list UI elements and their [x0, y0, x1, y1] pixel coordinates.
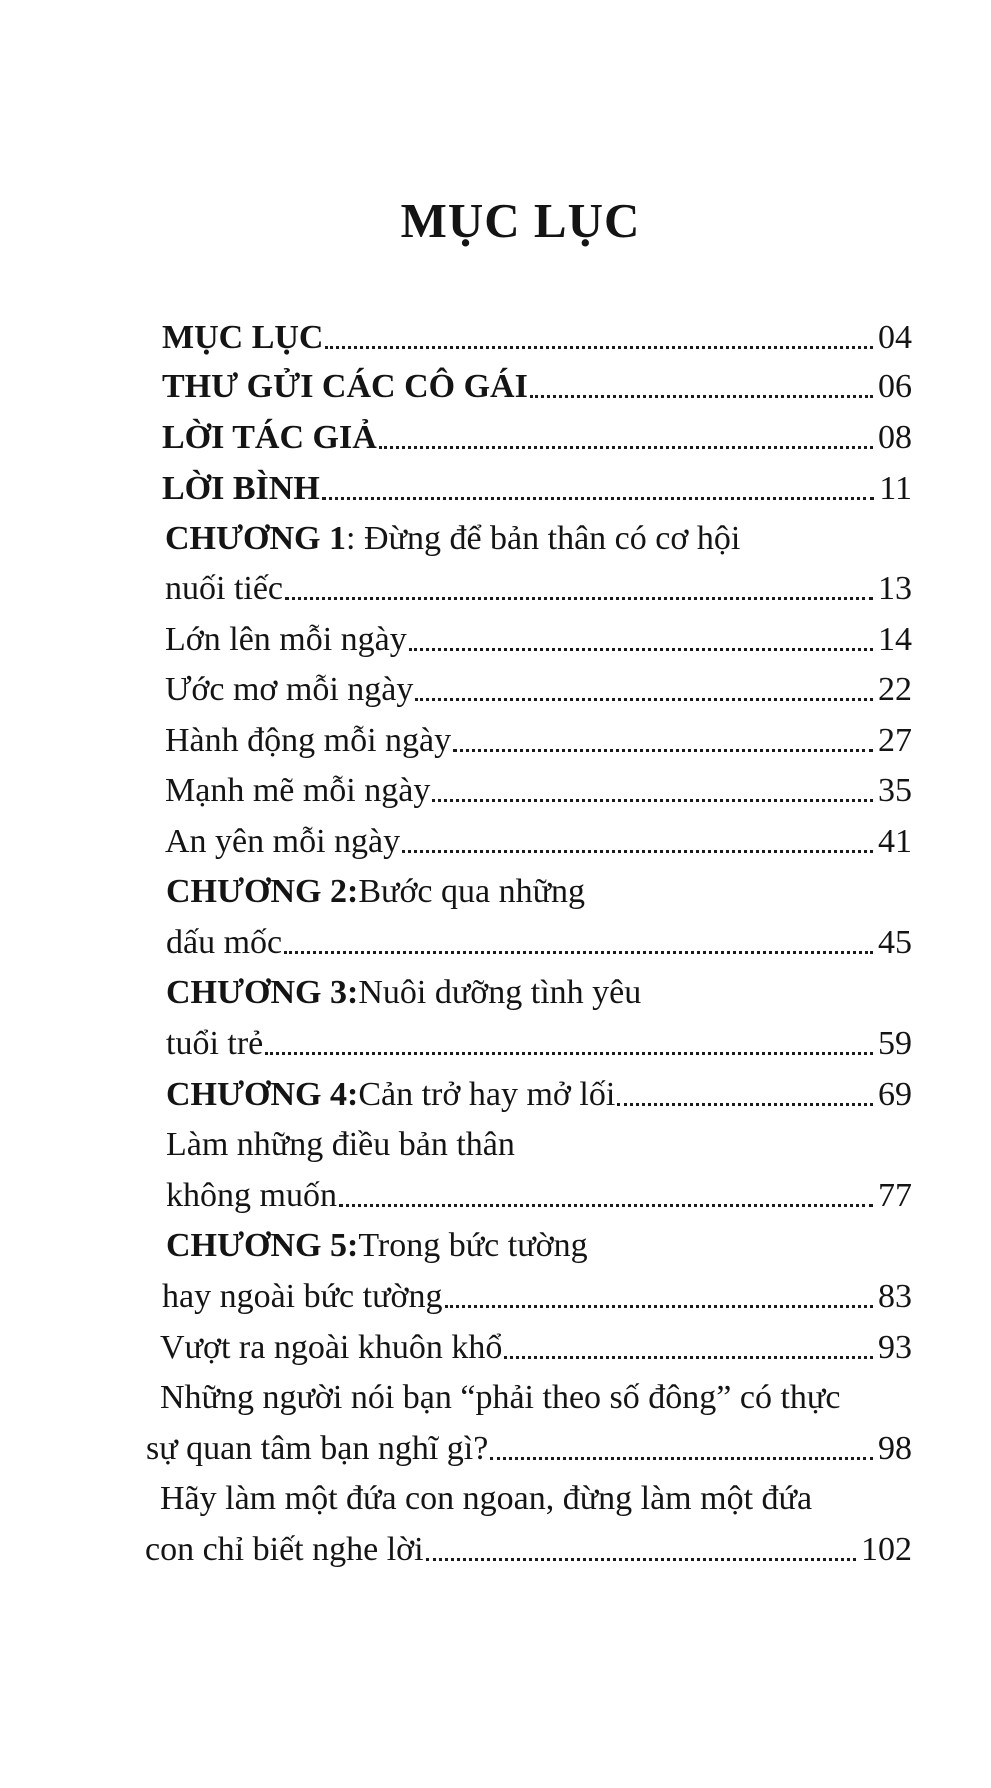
- toc-entry: [166, 1024, 912, 1064]
- toc-page-number: 08: [878, 419, 912, 456]
- toc-entry: [166, 1176, 912, 1216]
- dot-leader: [426, 1558, 856, 1561]
- toc-entry-title: Hành động mỗi ngày: [165, 722, 452, 759]
- toc-page-number: 98: [878, 1430, 912, 1467]
- toc-page-number: 22: [878, 671, 912, 708]
- toc-page-number: 69: [878, 1076, 912, 1113]
- toc-entry: [165, 721, 912, 761]
- dot-leader: [339, 1204, 873, 1207]
- toc-entry-title: Ước mơ mỗi ngày: [165, 671, 414, 708]
- toc-entry-heading: THƯ GỬI CÁC CÔ GÁI: [162, 368, 528, 405]
- toc-entry: [162, 469, 912, 509]
- toc-entry-title: Lớn lên mỗi ngày: [165, 621, 407, 658]
- dot-leader: [453, 749, 873, 752]
- toc-entry-heading: CHƯƠNG 4:: [166, 1076, 359, 1113]
- toc-entry: [166, 1075, 912, 1115]
- dot-leader: [617, 1103, 873, 1106]
- dot-leader: [445, 1305, 874, 1308]
- toc-entry-title: không muốn: [166, 1177, 337, 1214]
- toc-entry: [160, 1328, 912, 1368]
- toc-entry-heading: LỜI BÌNH: [162, 470, 320, 507]
- toc-page-number: 35: [878, 772, 912, 809]
- dot-leader: [284, 951, 873, 954]
- dot-leader: [325, 346, 873, 349]
- toc-entry-title: Vượt ra ngoài khuôn khổ: [160, 1329, 503, 1366]
- toc-entry-title: An yên mỗi ngày: [165, 823, 401, 860]
- toc-page-number: 27: [878, 722, 912, 759]
- toc-entry-title: Nuôi dưỡng tình yêu: [358, 974, 642, 1011]
- toc-entry-heading: CHƯƠNG 3:: [166, 974, 359, 1011]
- toc-entry: [165, 620, 912, 660]
- toc-entry-heading: LỜI TÁC GIẢ: [162, 419, 377, 456]
- toc-entry-heading: CHƯƠNG 2:: [166, 873, 359, 910]
- dot-leader: [530, 395, 873, 398]
- page-title: MỤC LỤC: [400, 193, 641, 248]
- dot-leader: [504, 1356, 873, 1359]
- toc-entry-heading: CHƯƠNG 5:: [166, 1227, 359, 1264]
- toc-entry: [166, 973, 912, 1013]
- toc-entry: [165, 569, 912, 609]
- toc-page-number: 13: [878, 570, 912, 607]
- toc-entry-title: sự quan tâm bạn nghĩ gì?: [146, 1430, 489, 1467]
- dot-leader: [409, 648, 873, 651]
- toc-page-number: 11: [879, 470, 912, 507]
- toc-entry: [146, 1429, 912, 1469]
- dot-leader: [415, 698, 873, 701]
- dot-leader: [490, 1457, 873, 1460]
- toc-entry-heading: MỤC LỤC: [162, 319, 324, 356]
- toc-page-number: 102: [861, 1531, 912, 1568]
- toc-entry: [165, 822, 912, 862]
- toc-entry: [160, 1479, 912, 1519]
- toc-entry: [162, 318, 912, 358]
- toc-entry-title: Hãy làm một đứa con ngoan, đừng làm một đứa: [160, 1480, 813, 1517]
- toc-page-number: 59: [878, 1025, 912, 1062]
- toc-page-number: 06: [878, 368, 912, 405]
- toc-entry-title: : Đừng để bản thân có cơ hội: [346, 520, 741, 557]
- toc-page-number: 04: [878, 319, 912, 356]
- toc-entry: [162, 1277, 912, 1317]
- dot-leader: [379, 446, 873, 449]
- toc-entry: [145, 1530, 912, 1570]
- toc-entry: [166, 923, 912, 963]
- dot-leader: [432, 799, 873, 802]
- toc-entry: [166, 872, 912, 912]
- dot-leader: [402, 850, 873, 853]
- toc-page-number: 77: [878, 1177, 912, 1214]
- toc-entry: [162, 418, 912, 458]
- toc-entry-title: Cản trở hay mở lối: [358, 1076, 616, 1113]
- toc-entry: [162, 367, 912, 407]
- toc-entry-title: tuổi trẻ: [166, 1025, 264, 1062]
- toc-entry: [160, 1378, 912, 1418]
- dot-leader: [265, 1052, 873, 1055]
- toc-entry-title: Trong bức tường: [358, 1227, 588, 1264]
- toc-entry-heading: CHƯƠNG 1: [165, 520, 347, 557]
- toc-entry-title: dấu mốc: [166, 924, 283, 961]
- toc-entry-title: hay ngoài bức tường: [162, 1278, 443, 1315]
- toc-page-number: 41: [878, 823, 912, 860]
- toc-entry-title: con chỉ biết nghe lời: [145, 1531, 424, 1568]
- toc-entry: [165, 670, 912, 710]
- toc-entry-title: Mạnh mẽ mỗi ngày: [165, 772, 431, 809]
- toc-entry-title: Làm những điều bản thân: [166, 1126, 515, 1163]
- toc-page-number: 93: [878, 1329, 912, 1366]
- dot-leader: [322, 497, 874, 500]
- toc-entry-title: Những người nói bạn “phải theo số đông” có thực: [160, 1379, 841, 1416]
- toc-page-number: 45: [878, 924, 912, 961]
- toc-entry-title: Bước qua những: [358, 873, 586, 910]
- toc-page-number: 14: [878, 621, 912, 658]
- toc-page-number: 83: [878, 1278, 912, 1315]
- toc-entry: [166, 1226, 912, 1266]
- toc-entry: [165, 519, 912, 559]
- toc-entry: [165, 771, 912, 811]
- toc-entry: [166, 1125, 912, 1165]
- toc-entry-title: nuối tiếc: [165, 570, 284, 607]
- dot-leader: [285, 597, 873, 600]
